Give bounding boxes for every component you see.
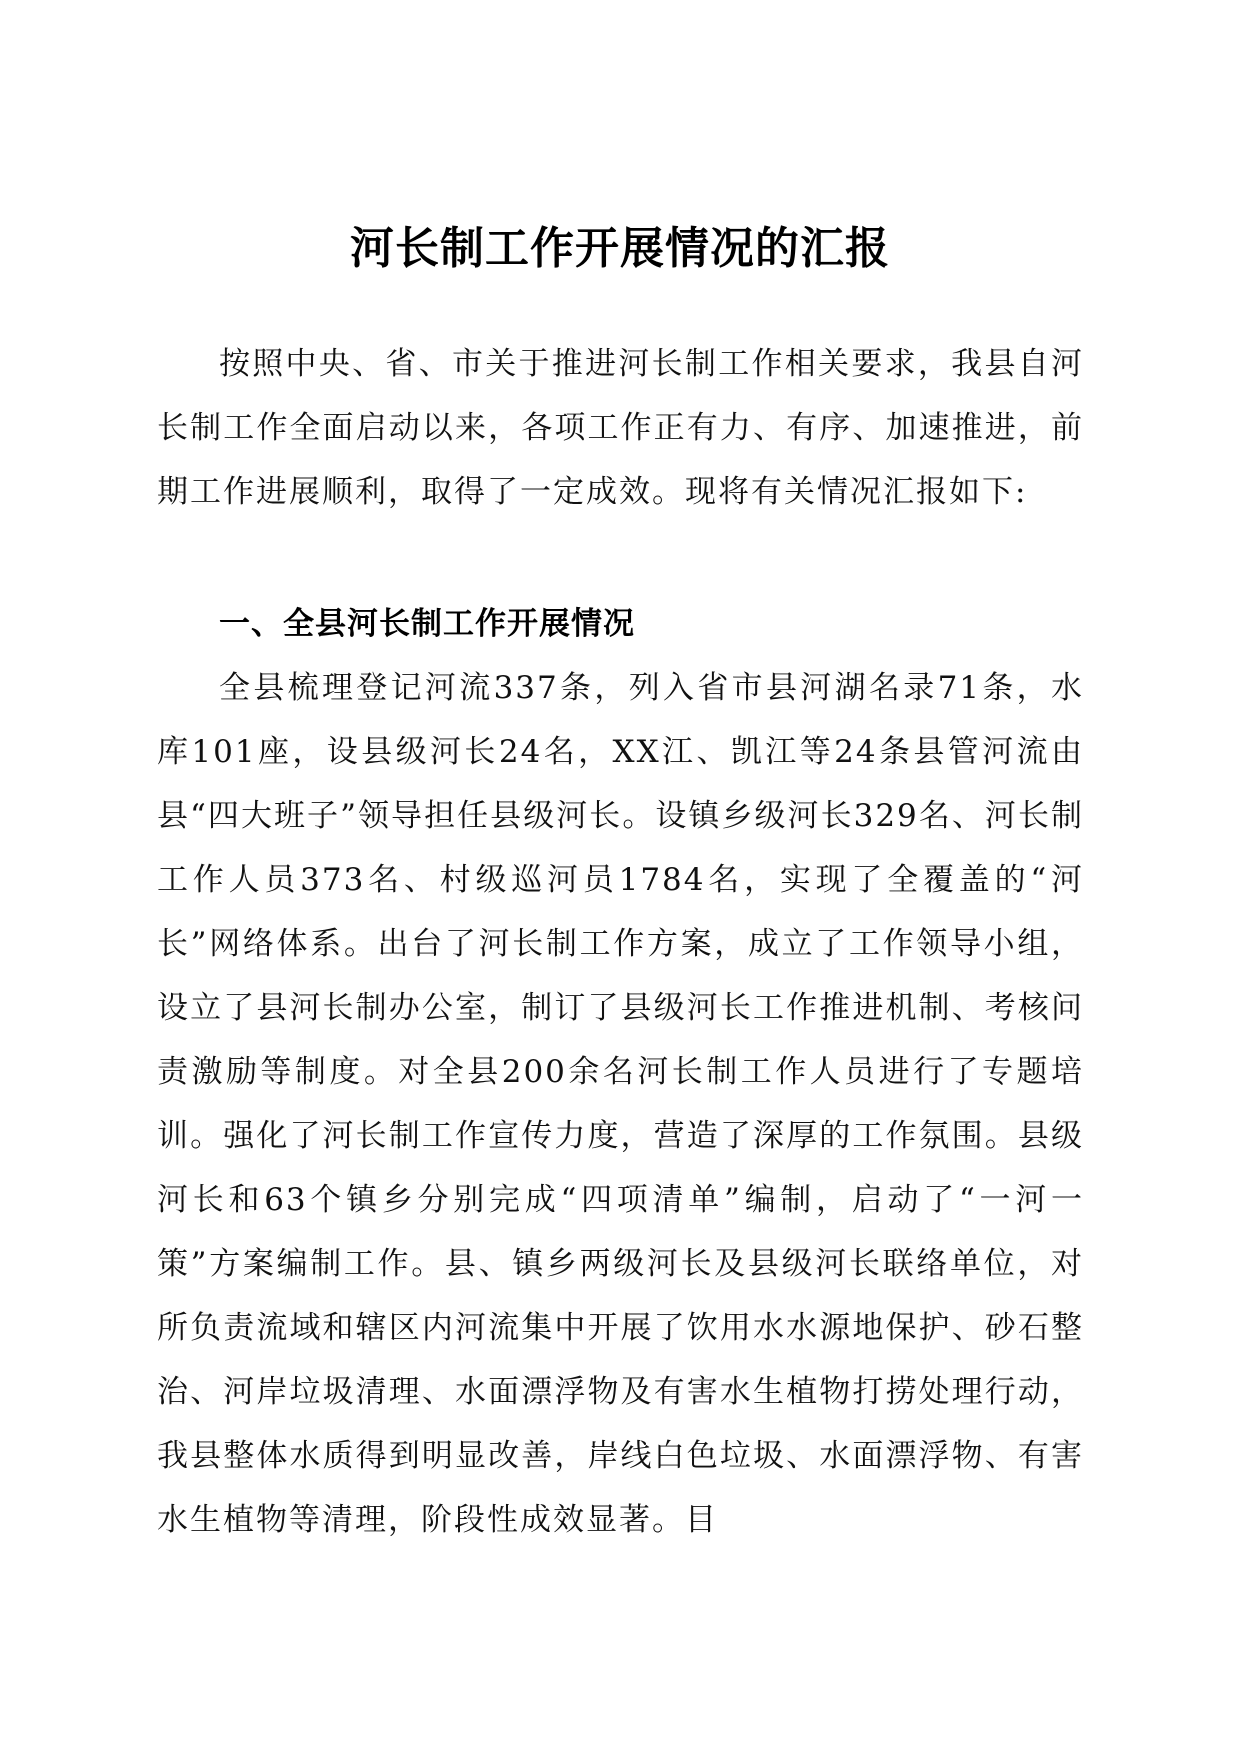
section-1-heading: 一、全县河长制工作开展情况 — [219, 606, 635, 642]
intro-paragraph: 按照中央、省、市关于推进河长制工作相关要求，我县自河长制工作全面启动以来，各项工作正有力、有序、加速推进，前期工作进展顺利，取得了一定成效。现将有关情况汇报如下: — [157, 346, 1084, 510]
document-title: 河长制工作开展情况的汇报 — [350, 223, 890, 275]
section-1-paragraph: 全县梳理登记河流337条，列入省市县河湖名录71条，水库101座，设县级河长24名，XX江、凯江等24条县管河流由县“四大班子”领导担任县级河长。设镇乡级河长329名、河长制工作人员373名、村级巡河员1784名，实现了全覆盖的“河长”网络体系。出台了河长制工作方案，成立了工作领导小组，设立了县河长制办公室，制订了县级河长工作推进机制、考核问责激励等制度。对全县200余名河长制工作人员进行了专题培训。强化了河长制工作宣传力度，营造了深厚的工作氛围。县级河长和63个镇乡分别完成“四项清单”编制，启动了“一河一策”方案编制工作。县、镇乡两级河长及县级河长联络单位，对所负责流域和辖区内河流集中开展了饮用水水源地保护、砂石整治、河岸垃圾清理、水面漂浮物及有害水生植物打捞处理行动，我县整体水质得到明显改善，岸线白色垃圾、水面漂浮物、有害水生植物等清理，阶段性成效显著。目 — [157, 670, 1084, 1538]
